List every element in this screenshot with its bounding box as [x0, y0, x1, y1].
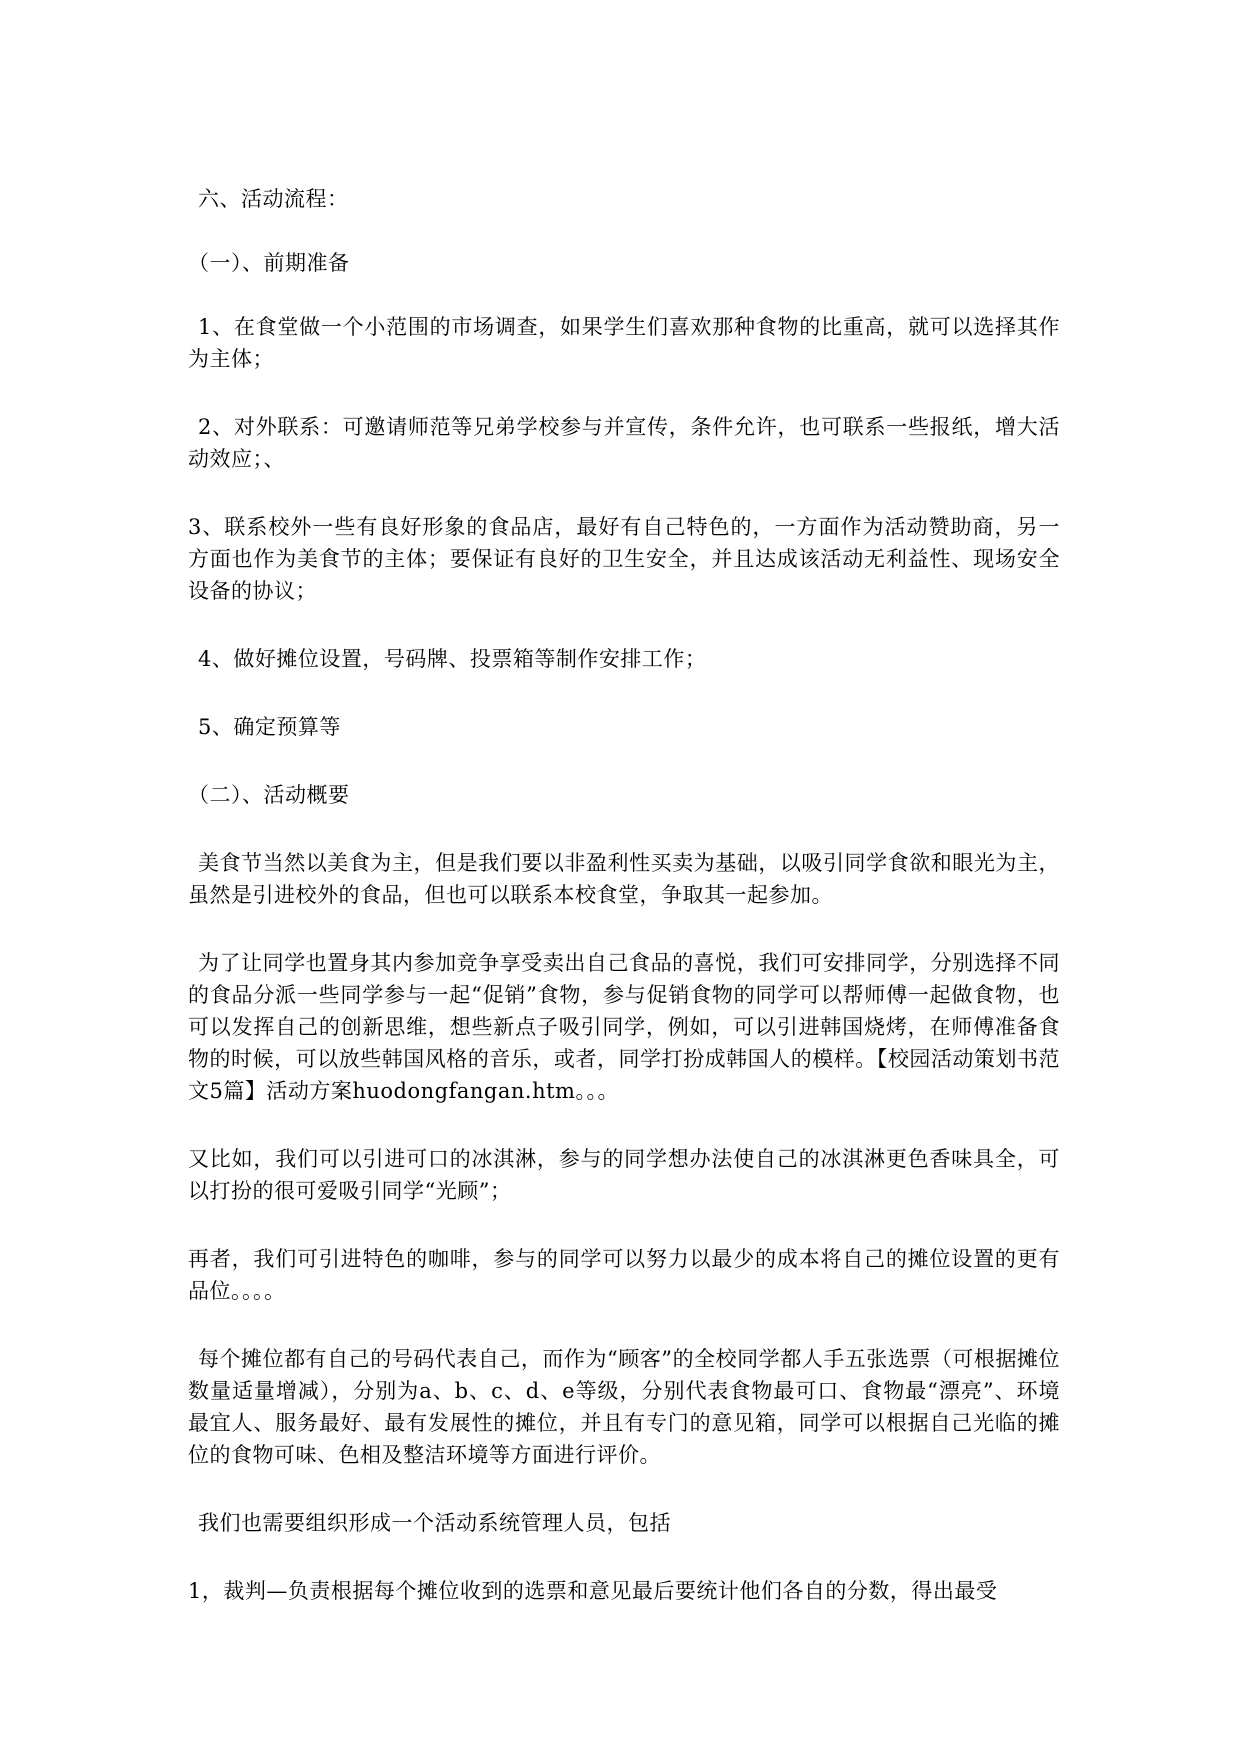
subsection-heading-overview: （二）、活动概要 — [188, 783, 350, 807]
paragraph-coffee: 再者，我们可引进特色的咖啡，参与的同学可以努力以最少的成本将自己的摊位设置的更有品位。。。。 — [188, 1247, 1060, 1303]
paragraph-market-survey: 1、在食堂做一个小范围的市场调查，如果学生们喜欢那种食物的比重高，就可以选择其作为主体； — [188, 315, 1060, 371]
paragraph-management-staff: 我们也需要组织形成一个活动系统管理人员，包括 — [198, 1511, 671, 1535]
paragraph-food-festival-intro: 美食节当然以美食为主，但是我们要以非盈利性买卖为基础，以吸引同学食欲和眼光为主，虽然是引进校外的食品，但也可以联系本校食堂，争取其一起参加。 — [188, 851, 1060, 907]
paragraph-external-contact: 2、对外联系：可邀请师范等兄弟学校参与并宣传，条件允许，也可联系一些报纸，增大活动效应；、 — [188, 415, 1060, 471]
paragraph-student-promotion: 为了让同学也置身其内参加竞争享受卖出自己食品的喜悦，我们可安排同学，分别选择不同的食品分派一些同学参与一起“促销”食物，参与促销食物的同学可以帮师傅一起做食物，也可以发挥自己的创新思维，想些新点子吸引同学，例如，可以引进韩国烧烤，在师傅准备食物的时候，可以放些韩国风格的音乐，或者，同学打扮成韩国人的模样。【校园活动策划书范文5篇】活动方案huodongfangan.htm。。。 — [188, 951, 1060, 1103]
paragraph-booth-setup: 4、做好摊位设置，号码牌、投票箱等制作安排工作； — [198, 647, 707, 671]
section-heading-flow: 六、活动流程： — [198, 187, 349, 211]
paragraph-ice-cream: 又比如，我们可以引进可口的冰淇淋，参与的同学想办法使自己的冰淇淋更色香味具全，可以打扮的很可爱吸引同学“光顾”； — [188, 1147, 1060, 1203]
paragraph-budget: 5、确定预算等 — [198, 715, 341, 739]
paragraph-voting: 每个摊位都有自己的号码代表自己，而作为“顾客”的全校同学都人手五张选票（可根据摊位数量适量增减），分别为a、b、c、d、e等级，分别代表食物最可口、食物最“漂亮”、环境最宜人、服务最好、最有发展性的摊位，并且有专门的意见箱，同学可以根据自己光临的摊位的食物可味、色相及整洁环境等方面进行评价。 — [188, 1347, 1060, 1467]
paragraph-judge: 1，裁判—负责根据每个摊位收到的选票和意见最后要统计他们各自的分数，得出最受 — [188, 1579, 998, 1603]
paragraph-food-stores: 3、联系校外一些有良好形象的食品店，最好有自己特色的，一方面作为活动赞助商，另一方面也作为美食节的主体；要保证有良好的卫生安全，并且达成该活动无利益性、现场安全设备的协议； — [188, 515, 1060, 603]
subsection-heading-preparation: （一）、前期准备 — [188, 251, 350, 275]
document-body — [188, 183, 1060, 1607]
